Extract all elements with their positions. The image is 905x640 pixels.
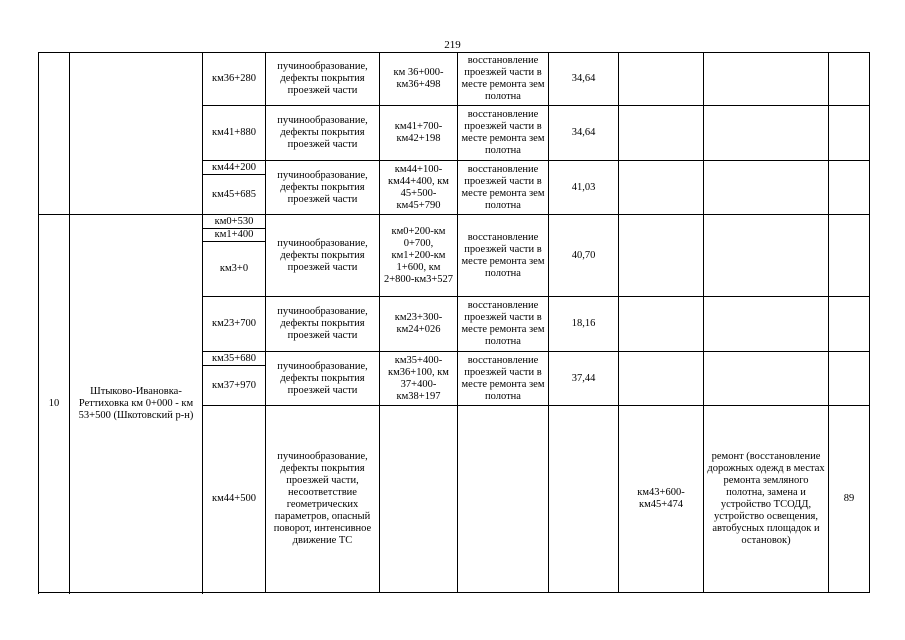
defects-cell: пучинообразование, дефекты покрытия проезжей части, несоответствие геометрических параметров, опасный поворот, интенсивное движение ТС: [266, 406, 380, 593]
defects-cell: пучинообразование, дефекты покрытия проезжей части: [266, 352, 380, 406]
value-cell: 89: [829, 406, 870, 593]
section-cell: км35+400-км36+100, км 37+400-км38+197: [380, 352, 458, 406]
work-cell: восстановление проезжей части в месте ремонта зем полотна: [458, 297, 549, 352]
empty-cell: [704, 297, 829, 352]
section-cell: км23+300-км24+026: [380, 297, 458, 352]
empty-cell: [549, 406, 619, 593]
defects-cell: пучинообразование, дефекты покрытия проезжей части: [266, 106, 380, 161]
section-cell: км43+600-км45+474: [619, 406, 704, 593]
length-cell: 18,16: [549, 297, 619, 352]
empty-cell: [829, 161, 870, 215]
empty-cell: [704, 106, 829, 161]
empty-cell: [619, 215, 704, 297]
empty-cell: [829, 352, 870, 406]
defects-cell: пучинообразование, дефекты покрытия проезжей части: [266, 215, 380, 297]
empty-cell: [704, 161, 829, 215]
km-cell: км23+700: [203, 297, 266, 352]
work-cell: восстановление проезжей части в месте ремонта зем полотна: [458, 161, 549, 215]
section-cell: км41+700-км42+198: [380, 106, 458, 161]
work-cell: восстановление проезжей части в месте ремонта зем полотна: [458, 215, 549, 297]
length-cell: 40,70: [549, 215, 619, 297]
road-cell: [70, 53, 203, 215]
empty-cell: [829, 53, 870, 106]
empty-cell: [829, 106, 870, 161]
empty-cell: [619, 352, 704, 406]
empty-cell: [704, 352, 829, 406]
table-row: [39, 53, 870, 106]
empty-cell: [619, 106, 704, 161]
length-cell: 34,64: [549, 53, 619, 106]
defects-cell: пучинообразование, дефекты покрытия проезжей части: [266, 53, 380, 106]
empty-cell: [704, 53, 829, 106]
empty-cell: [619, 297, 704, 352]
number-cell: [39, 53, 70, 215]
km-cell: км41+880: [203, 106, 266, 161]
length-cell: 34,64: [549, 106, 619, 161]
length-cell: 41,03: [549, 161, 619, 215]
number-cell: 10: [39, 215, 70, 593]
table-row: [39, 215, 870, 229]
section-cell: км0+200-км 0+700, км1+200-км 1+600, км 2+800-км3+527: [380, 215, 458, 297]
empty-cell: [704, 215, 829, 297]
km-cell: км35+680: [203, 352, 266, 366]
section-cell: км 36+000-км36+498: [380, 53, 458, 106]
km-cell: км44+500: [203, 406, 266, 593]
defects-cell: пучинообразование, дефекты покрытия проезжей части: [266, 161, 380, 215]
work-cell: восстановление проезжей части в месте ремонта зем полотна: [458, 352, 549, 406]
page-number: 219: [444, 39, 461, 51]
km-cell: км45+685: [203, 175, 266, 215]
empty-cell: [829, 215, 870, 297]
km-cell: км1+400: [203, 229, 266, 242]
section-cell: км44+100-км44+400, км 45+500-км45+790: [380, 161, 458, 215]
empty-cell: [829, 297, 870, 352]
empty-cell: [619, 53, 704, 106]
empty-cell: [619, 161, 704, 215]
work-cell: восстановление проезжей части в месте ремонта зем полотна: [458, 106, 549, 161]
km-cell: км37+970: [203, 366, 266, 406]
km-cell: км36+280: [203, 53, 266, 106]
defects-cell: пучинообразование, дефекты покрытия проезжей части: [266, 297, 380, 352]
road-defects-table: [38, 52, 870, 593]
km-cell: км44+200: [203, 161, 266, 175]
work-cell: восстановление проезжей части в месте ремонта зем полотна: [458, 53, 549, 106]
length-cell: 37,44: [549, 352, 619, 406]
empty-cell: [458, 406, 549, 593]
km-cell: км3+0: [203, 242, 266, 297]
repair-cell: ремонт (восстановление дорожных одежд в местах ремонта земляного полотна, замена и устройство ТСОДД, устройство освещения, автобусных площадок и остановок): [704, 406, 829, 593]
km-cell: км0+530: [203, 215, 266, 229]
road-cell: Штыково-Ивановка-Реттиховка км 0+000 - км 53+500 (Шкотовский р-н): [70, 215, 203, 593]
empty-cell: [380, 406, 458, 593]
